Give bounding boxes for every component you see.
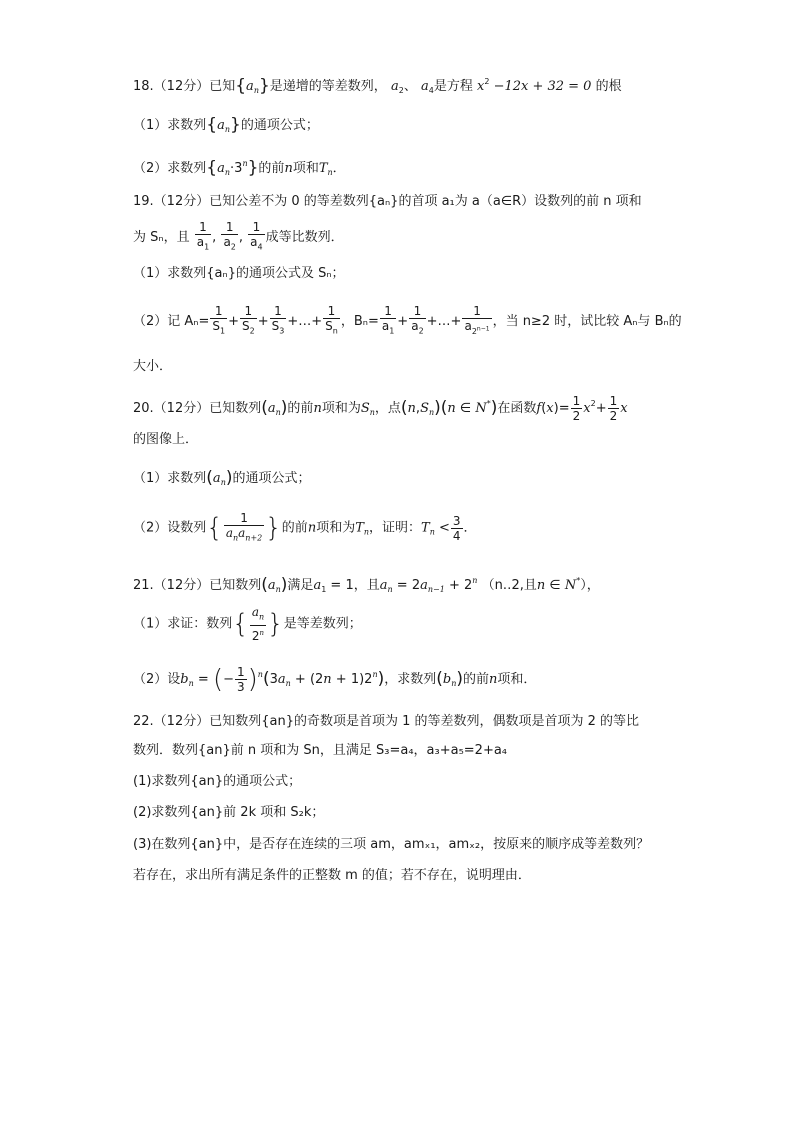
q19-l1: 19.（12分）已知公差不为 0 的等差数列{aₙ}的首项 a₁为 a（a∈R）设数列的前 n 项和 xyxy=(133,194,642,209)
q20-part1: （1）求数列$(a_n)$的通项公式； xyxy=(133,468,311,488)
q20-part2: （2）设数列{ $\frac{1}{a_na_{n+2}}$ }的前n项和为$T_n$，证明：$T_n$ < $\frac{3}{4}$ ． xyxy=(133,510,477,543)
q18-p2: （2）求数列 xyxy=(133,161,207,176)
q22-part3 xyxy=(133,835,649,855)
q20-p1: （1）求数列 xyxy=(133,471,207,486)
q20-l1a: 20.（12分）已知数列 xyxy=(133,401,262,416)
q20-p2c: 项和为 xyxy=(316,520,356,536)
q21-p2b: ，求数列 xyxy=(384,672,437,687)
q21-l1a: 21.（12分）已知数列 xyxy=(133,578,262,593)
q18-head: 18.（12分）已知 xyxy=(133,79,236,94)
q19-p2d: 大小． xyxy=(133,359,173,374)
q22-part3-2 xyxy=(133,866,531,886)
q18-mid: 是递增的等差数列， xyxy=(269,79,387,94)
q22-part2 xyxy=(133,803,324,823)
q18-part1: （1）求数列$\{a_n\}$的通项公式； xyxy=(133,115,319,135)
q20-l1c: 项和为 xyxy=(321,401,361,416)
q22-l1: 22.（12分）已知数列{an}的奇数项是首项为 1 的等差数列，偶数项是首项为 2 的等比 xyxy=(133,714,640,729)
q21-p2c: 的前 xyxy=(463,672,490,687)
q21-l1b: 满足 xyxy=(287,578,314,593)
q20-l1e: 在函数 xyxy=(497,401,537,416)
q18-p1: （1）求数列 xyxy=(133,118,207,133)
q18-p1-tail: 的通项公式； xyxy=(240,118,319,133)
q22-stem xyxy=(133,712,639,732)
q20-l2: 的图像上． xyxy=(133,432,199,447)
q19-p2a: （2）记 Aₙ= xyxy=(133,314,210,329)
q19-part2-2 xyxy=(133,357,172,377)
q18-p2-mid: 的前 xyxy=(258,161,285,176)
q20-l1b: 的前 xyxy=(287,401,314,416)
q21-p1a: （1）求证：数列 xyxy=(133,616,233,632)
q22-p3: (3)在数列{an}中，是否存在连续的三项 am，amₓ₁，amₓ₂，按原来的顺序成等差数列？ xyxy=(133,837,650,852)
q22-p2: (2)求数列{an}前 2k 项和 S₂k； xyxy=(133,805,325,820)
q21-l1d: （n‥2,且 xyxy=(481,578,537,593)
q19-l2a: 为 Sₙ，且 xyxy=(133,230,190,245)
q18-p2-tail: 项和 xyxy=(292,161,319,176)
q18-eq-pre: 是方程 xyxy=(433,79,473,94)
q22-p1: (1)求数列{an}的通项公式； xyxy=(133,774,302,789)
q19-p2b: ，Bₙ= xyxy=(340,314,379,329)
q18-equation: −12x + 32 = 0 xyxy=(493,79,592,94)
q19-l2b: 成等比数列． xyxy=(265,230,344,245)
q19-part2: （2）记 Aₙ= $\frac{1}{S_1}$ + $\frac{1}{S_2}$ + $\frac{1}{S_3}$ +…+ $\frac{1}{S_n}$ ，Bₙ= $\frac{1}{a_1}$ + $\frac{1}{a_2}$ +…+ $\frac{1}{a_{2^{n-1}}}$ ，当 n≥2 时，试比较 Aₙ与 Bₙ的 xyxy=(133,304,682,336)
q21-part2: （2）设$b_n$ = (− $\frac{1}{3}$ )$^n(3a_n + (2n + 1)2^n)$，求数列$(b_n)$的前n项和． xyxy=(133,664,537,695)
q18-part2: （2）求数列$\{a_n\cdot 3^n\}$的前n项和$T_n$． xyxy=(133,158,346,178)
q18-p2-end: ． xyxy=(332,161,346,176)
q20-p1-tail: 的通项公式； xyxy=(232,471,311,486)
q21-p2a: （2）设 xyxy=(133,672,181,687)
q18-p2-n: n xyxy=(284,161,293,176)
q20-p2e: ． xyxy=(463,520,477,536)
q21-p1b: 是等差数列； xyxy=(283,616,362,632)
q22-l2: 数列．数列{an}前 n 项和为 Sn，且满足 S₃=a₄，a₃+a₅=2+a₄ xyxy=(133,743,508,758)
q20-stem-2 xyxy=(133,430,198,450)
q20-p2d: ，证明： xyxy=(369,520,422,536)
q22-p4: 若存在，求出所有满足条件的正整数 m 的值；若不存在，说明理由． xyxy=(133,868,531,883)
q21-l1c: ，且 xyxy=(353,578,380,593)
q21-part1: （1）求证：数列{ $\frac{a_n}{2^n}$ }是等差数列； xyxy=(133,605,362,643)
q20-p2a: （2）设数列 xyxy=(133,520,207,536)
q18-sep: 、 xyxy=(403,79,417,94)
q19-stem xyxy=(133,192,642,212)
q20-p2b: 的前 xyxy=(281,520,308,536)
q21-stem: 21.（12分）已知数列$(a_n)$满足$a_1 = 1$，且$a_n = 2a_{n-1} + 2^n$ （n‥2,且n ∈ N*）， xyxy=(133,575,600,595)
q19-p2c: ，当 n≥2 时，试比较 Aₙ与 Bₙ的 xyxy=(492,314,682,329)
q22-part1 xyxy=(133,772,301,792)
q21-p2d: 项和． xyxy=(497,672,537,687)
q18-stem: 18.（12分）已知$\{a_n\}$是递增的等差数列， $a_2$、 $a_4$是方程 $x^2 -12x + 32 = 0$ 的根 xyxy=(133,76,622,96)
q20-l1d: ，点 xyxy=(374,401,401,416)
q19-p1: （1）求数列{aₙ}的通项公式及 Sₙ； xyxy=(133,266,345,281)
q22-stem-2 xyxy=(133,741,507,761)
q20-stem: 20.（12分）已知数列$(a_n)$的前n项和为$S_n$，点$(n,S_n)(n$ ∈ N*)在函数f(x)= $\frac{1}{2}$ $x^2+$ $\frac{1}{2}$ x xyxy=(133,394,628,423)
q18-tail: 的根 xyxy=(595,79,622,94)
q19-part1 xyxy=(133,264,345,284)
q19-stem-2: 为 Sₙ，且 $\frac{1}{a_1}$ , $\frac{1}{a_2}$ , $\frac{1}{a_4}$ 成等比数列． xyxy=(133,220,344,252)
q21-l1e: ）， xyxy=(580,578,600,593)
